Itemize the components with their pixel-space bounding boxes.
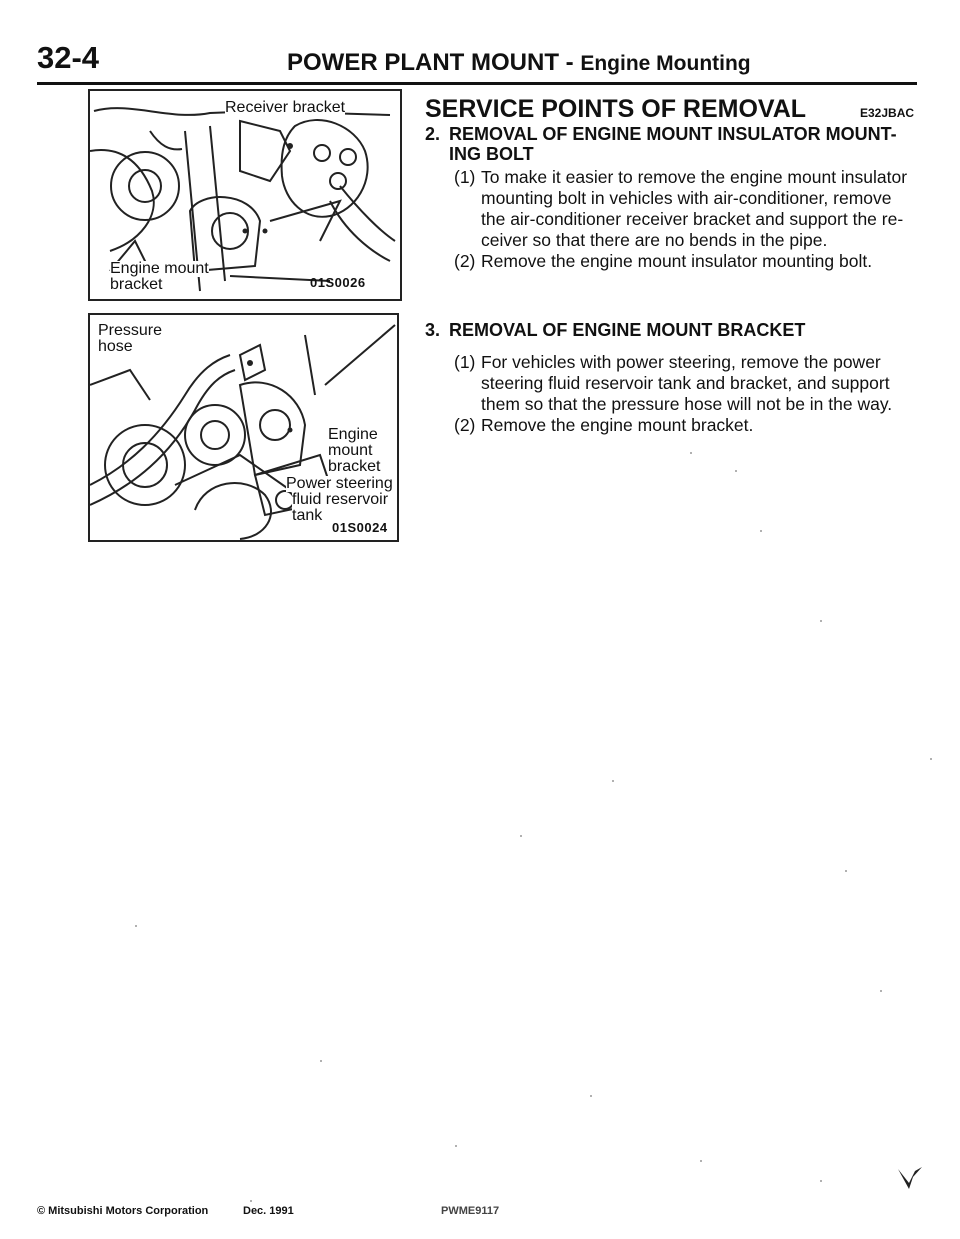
section-code: E32JBAC: [860, 106, 915, 120]
paragraph-line: Remove the engine mount insulator mounting bolt.: [481, 251, 873, 271]
figure-receiver-bracket: [88, 89, 402, 301]
page-title: [287, 49, 751, 77]
step-3-number: 3.: [425, 320, 441, 340]
step-3-heading-line1: REMOVAL OF ENGINE MOUNT BRACKET: [449, 320, 806, 340]
paragraph-line: the air-conditioner receiver bracket and support the re-: [481, 209, 904, 229]
section-title: SERVICE POINTS OF REMOVAL: [425, 95, 807, 123]
step-3-heading: [425, 320, 925, 340]
chapter-title: POWER PLANT MOUNT: [287, 49, 559, 76]
paragraph-number: (2): [454, 251, 476, 271]
footer-copyright: © Mitsubishi Motors Corporation: [37, 1205, 209, 1217]
ps-reservoir-label-line2: fluid reservoir: [292, 491, 389, 508]
corner-mark-icon: [895, 1163, 925, 1191]
paragraph-line: To make it easier to remove the engine mount insulator: [481, 167, 908, 187]
pressure-hose-label-line1: Pressure: [98, 322, 163, 339]
step-3-paragraph-1: [454, 352, 924, 415]
ps-reservoir-label-line1: Power steering: [286, 475, 393, 492]
header-rule: [37, 82, 917, 85]
figure-1-code: 01S0026: [310, 275, 366, 290]
step-2-heading-line2: ING BOLT: [449, 144, 534, 164]
footer-date: Dec. 1991: [243, 1205, 294, 1217]
figure-2-code: 01S0024: [332, 520, 388, 535]
step-2-heading: [425, 124, 925, 164]
engine-mount-label-line2: bracket: [110, 276, 163, 293]
figure-engine-mount-bracket: [88, 313, 399, 542]
paragraph-line: mounting bolt in vehicles with air-conditioner, remove: [481, 188, 892, 208]
paragraph-line: steering fluid reservoir tank and bracket, and support: [481, 373, 890, 393]
footer-code: PWME9117: [441, 1205, 500, 1217]
pressure-hose-label-line2: hose: [98, 338, 133, 355]
engine-mount-label-line1: Engine mount: [110, 260, 209, 277]
title-dash: -: [565, 49, 574, 76]
page-number: 32-4: [37, 40, 100, 75]
ps-reservoir-label-line3: tank: [292, 507, 323, 524]
paragraph-line: ceiver so that there are no bends in the pipe.: [481, 230, 828, 250]
engine-mount-bracket-label-line3: bracket: [328, 458, 381, 475]
step-2-heading-line1: REMOVAL OF ENGINE MOUNT INSULATOR MOUNT-: [449, 124, 897, 144]
paragraph-number: (2): [454, 415, 476, 435]
paragraph-number: (1): [454, 352, 476, 372]
paragraph-line: Remove the engine mount bracket.: [481, 415, 754, 435]
receiver-bracket-label: Receiver bracket: [225, 99, 346, 116]
step-3-paragraph-2: [454, 415, 924, 436]
engine-mount-bracket-label-line2: mount: [328, 442, 373, 459]
step-2-paragraph-1: [454, 167, 924, 251]
step-2-paragraph-2: [454, 251, 924, 272]
paragraph-line: them so that the pressure hose will not be in the way.: [481, 394, 893, 414]
engine-mount-bracket-label-line1: Engine: [328, 426, 378, 443]
paragraph-number: (1): [454, 167, 476, 187]
step-2-number: 2.: [425, 124, 441, 144]
paragraph-line: For vehicles with power steering, remove the power: [481, 352, 881, 372]
chapter-subtitle: Engine Mounting: [580, 52, 751, 75]
